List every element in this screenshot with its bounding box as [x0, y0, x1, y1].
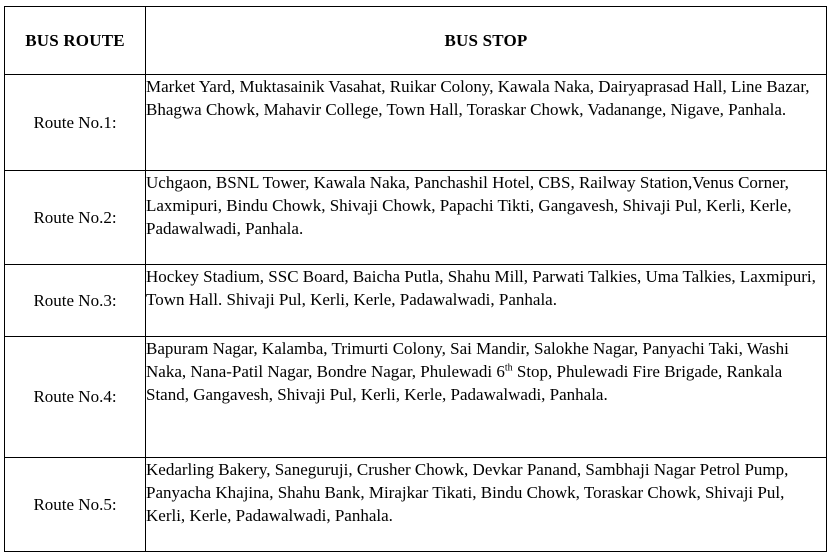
table-row: [5, 265, 827, 337]
ordinal-suffix: th: [504, 362, 513, 374]
route-cell: Route No.1:: [5, 75, 146, 171]
table-row: [5, 171, 827, 265]
route-cell: Route No.3:: [5, 265, 146, 337]
stops-cell: [146, 337, 827, 458]
header-bus-stop: BUS STOP: [146, 7, 827, 75]
route-cell: Route No.5:: [5, 458, 146, 552]
table-row: [5, 458, 827, 552]
table-row: [5, 337, 827, 458]
stops-cell: Hockey Stadium, SSC Board, Baicha Putla, Shahu Mill, Parwati Talkies, Uma Talkies, Laxmipuri, Town Hall. Shivaji Pul, Kerli, Kerle, Padawalwadi, Panhala.: [146, 265, 827, 337]
route-cell: Route No.2:: [5, 171, 146, 265]
header-bus-route: BUS ROUTE: [5, 7, 146, 75]
stops-cell: Market Yard, Muktasainik Vasahat, Ruikar Colony, Kawala Naka, Dairyaprasad Hall, Line Bazar, Bhagwa Chowk, Mahavir College, Town Hall, Toraskar Chowk, Vadanange, Nigave, Panhala.: [146, 75, 827, 171]
stops-text-after: Stop, Phulewadi Fire Brigade, Rankala Stand, Gangavesh, Shivaji Pul, Kerli, Kerle, Padawalwadi, Panhala.: [146, 362, 783, 404]
stops-cell: Kedarling Bakery, Saneguruji, Crusher Chowk, Devkar Panand, Sambhaji Nagar Petrol Pump, Panyacha Khajina, Shahu Bank, Mirajkar Tikati, Bindu Chowk, Toraskar Chowk, Shivaji Pul, Kerli, Kerle, Padawalwadi, Panhala.: [146, 458, 827, 552]
bus-route-table: [4, 6, 827, 552]
stops-cell: Uchgaon, BSNL Tower, Kawala Naka, Panchashil Hotel, CBS, Railway Station,Venus Corner, Laxmipuri, Bindu Chowk, Shivaji Chowk, Papachi Tikti, Gangavesh, Shivaji Pul, Kerli, Kerle, Padawalwadi, Panhala.: [146, 171, 827, 265]
route-cell: Route No.4:: [5, 337, 146, 458]
stops-text-before: Bapuram Nagar, Kalamba, Trimurti Colony, Sai Mandir, Salokhe Nagar, Panyachi Taki, Washi Naka, Nana-Patil Nagar, Bondre Nagar, Phulewadi 6: [146, 339, 789, 381]
header-row: [5, 7, 827, 75]
table-row: [5, 75, 827, 171]
